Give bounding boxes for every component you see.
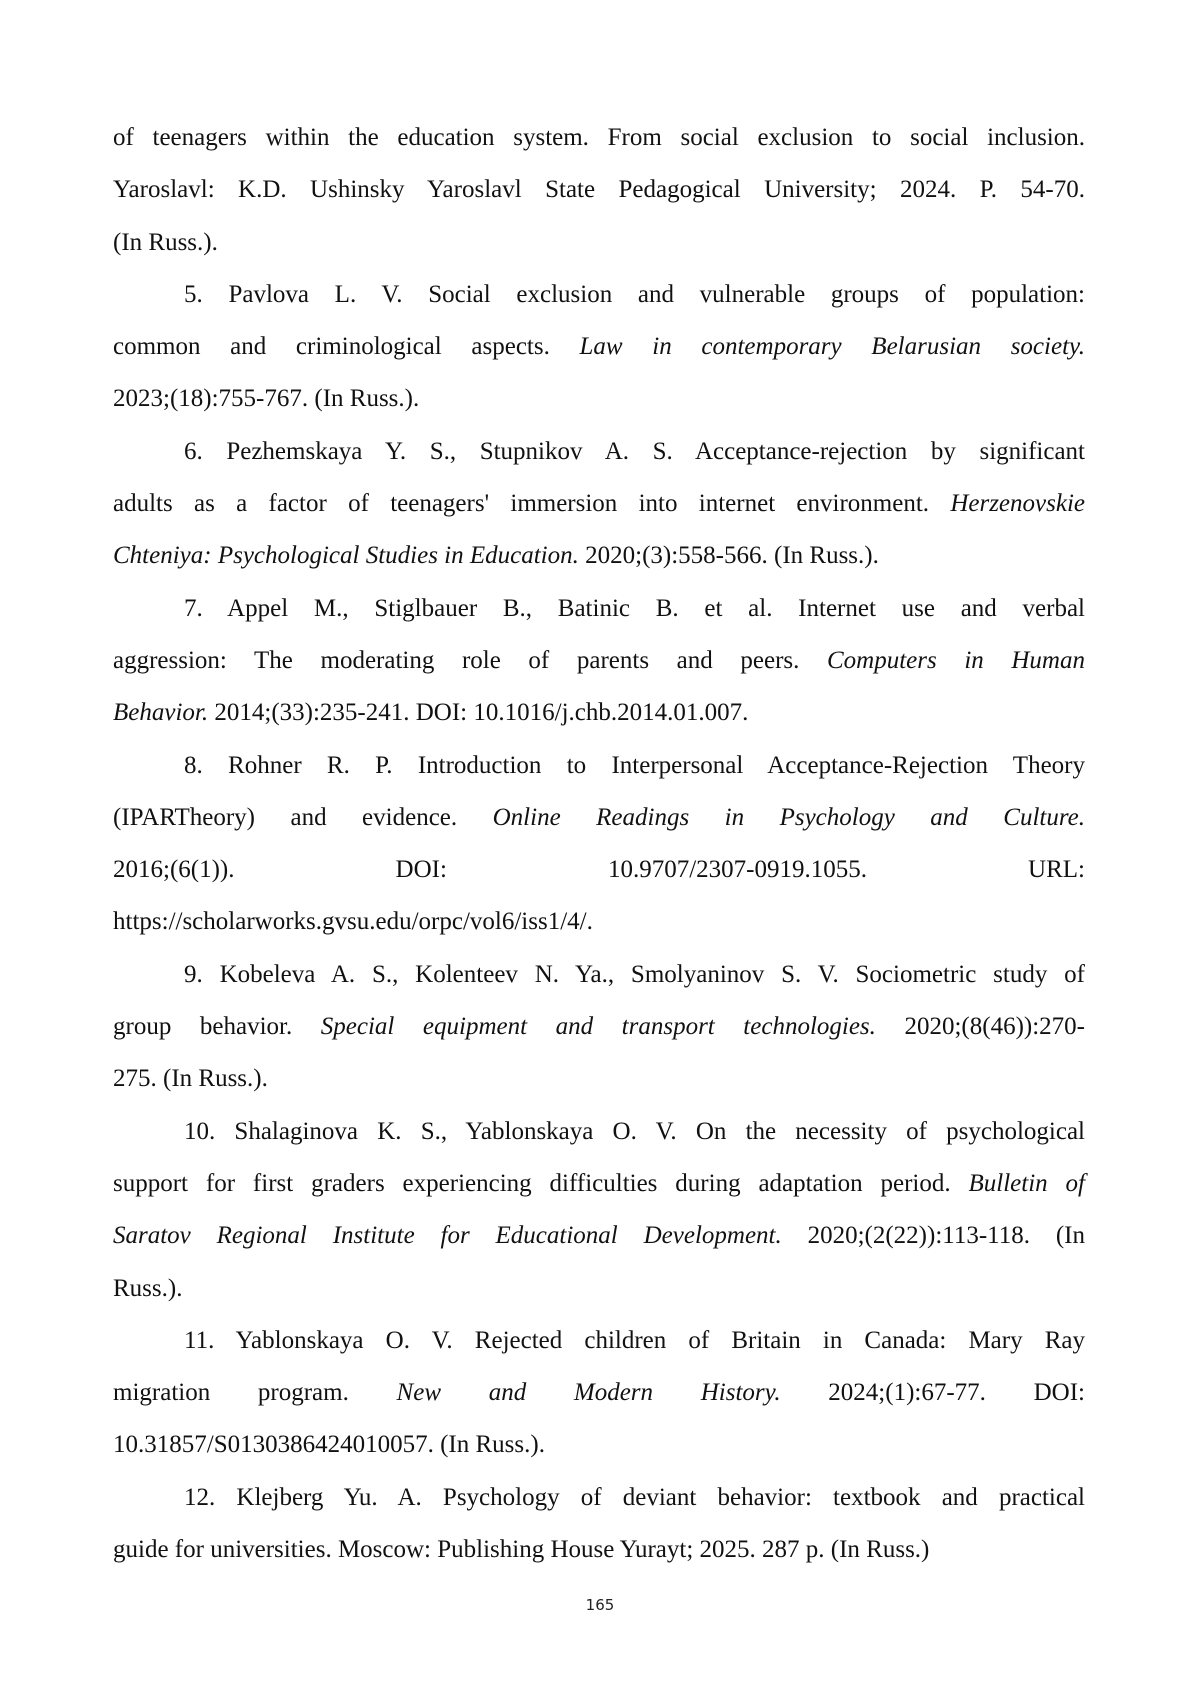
reference-line xyxy=(113,217,1085,269)
reference-text: 9. Kobeleva A. S., Kolenteev N. Ya., Smolyaninov S. V. Sociometric study of xyxy=(184,960,1085,988)
reference-text: 6. Pezhemskaya Y. S., Stupnikov A. S. Acceptance-rejection by significant xyxy=(184,437,1085,465)
reference-text: adults as a factor of teenagers' immersion into internet environment. xyxy=(113,490,951,518)
journal-title: Herzenovskie xyxy=(950,490,1085,518)
journal-title: Chteniya: Psychological Studies in Education. xyxy=(113,542,579,570)
reference-text: 2020;(8(46)):270- xyxy=(875,1013,1085,1041)
reference-text: 2020;(2(22)):113-118. (In xyxy=(781,1222,1085,1250)
reference-line xyxy=(113,949,1085,1001)
reference-entry xyxy=(113,112,1085,269)
reference-entry xyxy=(113,1106,1085,1315)
reference-line xyxy=(113,373,1085,425)
reference-line xyxy=(113,1367,1085,1419)
reference-entry xyxy=(113,740,1085,949)
reference-line xyxy=(113,1315,1085,1367)
journal-title: Behavior. xyxy=(113,699,209,727)
reference-text: 7. Appel M., Stiglbauer B., Batinic B. et al. Internet use and verbal xyxy=(184,594,1085,622)
reference-text: of teenagers within the education system. From social exclusion to social inclusion. xyxy=(113,124,1085,151)
reference-line xyxy=(113,1001,1085,1053)
reference-line xyxy=(113,635,1085,687)
reference-line xyxy=(113,792,1085,844)
reference-text: 10.31857/S0130386424010057. (In Russ.). xyxy=(113,1431,545,1459)
reference-text: migration program. xyxy=(113,1379,397,1407)
reference-text: 2023;(18):755-767. (In Russ.). xyxy=(113,385,420,413)
reference-text: (In Russ.). xyxy=(113,228,218,256)
reference-line xyxy=(113,1053,1085,1105)
reference-text: 12. Klejberg Yu. A. Psychology of deviant behavior: textbook and practical xyxy=(184,1483,1085,1511)
reference-line xyxy=(113,1210,1085,1262)
reference-text: 2020;(3):558-566. (In Russ.). xyxy=(578,542,879,570)
reference-line xyxy=(113,1419,1085,1471)
reference-line xyxy=(113,1472,1085,1524)
reference-entry xyxy=(113,269,1085,426)
journal-title: Computers in Human xyxy=(826,646,1085,674)
reference-line xyxy=(113,321,1085,373)
reference-text: Russ.). xyxy=(113,1274,183,1302)
reference-line xyxy=(113,164,1085,216)
reference-line xyxy=(113,687,1085,739)
reference-text: Yaroslavl: K.D. Ushinsky Yaroslavl State Pedagogical University; 2024. P. 54-70. xyxy=(113,176,1085,204)
journal-title: New and Modern History. xyxy=(396,1379,781,1407)
journal-title: Law in contemporary Belarusian society. xyxy=(579,333,1085,361)
journal-title: Online Readings in Psychology and Culture. xyxy=(492,803,1085,831)
journal-title: Bulletin of xyxy=(968,1169,1085,1197)
reference-line xyxy=(113,478,1085,530)
reference-text: 11. Yablonskaya O. V. Rejected children of Britain in Canada: Mary Ray xyxy=(184,1326,1085,1354)
reference-entry xyxy=(113,1472,1085,1577)
reference-line xyxy=(113,844,1085,896)
journal-title: Saratov Regional Institute for Educational Development. xyxy=(113,1222,782,1250)
reference-text: 2024;(1):67-77. DOI: xyxy=(780,1379,1085,1407)
reference-text: 8. Rohner R. P. Introduction to Interpersonal Acceptance-Rejection Theory xyxy=(184,751,1085,779)
reference-line xyxy=(113,740,1085,792)
reference-line xyxy=(113,1158,1085,1210)
reference-line xyxy=(113,426,1085,478)
reference-line xyxy=(113,269,1085,321)
reference-text: group behavior. xyxy=(113,1013,321,1041)
page-number: 165 xyxy=(585,1596,615,1614)
reference-line xyxy=(113,896,1085,948)
reference-text: 5. Pavlova L. V. Social exclusion and vulnerable groups of population: xyxy=(184,280,1085,308)
reference-list xyxy=(113,112,1085,1576)
reference-text: 275. (In Russ.). xyxy=(113,1065,268,1093)
journal-title: Special equipment and transport technologies. xyxy=(320,1013,876,1041)
reference-text: 2016;(6(1)). DOI: 10.9707/2307-0919.1055. URL: xyxy=(113,856,1085,884)
reference-text: aggression: The moderating role of parents and peers. xyxy=(113,646,827,674)
reference-line xyxy=(113,530,1085,582)
reference-line xyxy=(113,1106,1085,1158)
reference-text: guide for universities. Moscow: Publishing House Yurayt; 2025. 287 p. (In Russ.) xyxy=(113,1536,930,1564)
reference-line xyxy=(113,583,1085,635)
reference-entry xyxy=(113,1315,1085,1472)
reference-text: 10. Shalaginova K. S., Yablonskaya O. V. On the necessity of psychological xyxy=(184,1117,1085,1145)
reference-text: support for first graders experiencing difficulties during adaptation period. xyxy=(113,1169,969,1197)
reference-entry xyxy=(113,426,1085,583)
reference-entry xyxy=(113,583,1085,740)
reference-line xyxy=(113,1524,1085,1576)
reference-text: common and criminological aspects. xyxy=(113,333,580,361)
reference-text: https://scholarworks.gvsu.edu/orpc/vol6/iss1/4/. xyxy=(113,908,593,936)
reference-line xyxy=(113,1263,1085,1315)
reference-text: (IPARTheory) and evidence. xyxy=(113,803,493,831)
reference-line xyxy=(113,112,1085,164)
reference-entry xyxy=(113,949,1085,1106)
reference-text: 2014;(33):235-241. DOI: 10.1016/j.chb.2014.01.007. xyxy=(208,699,749,727)
